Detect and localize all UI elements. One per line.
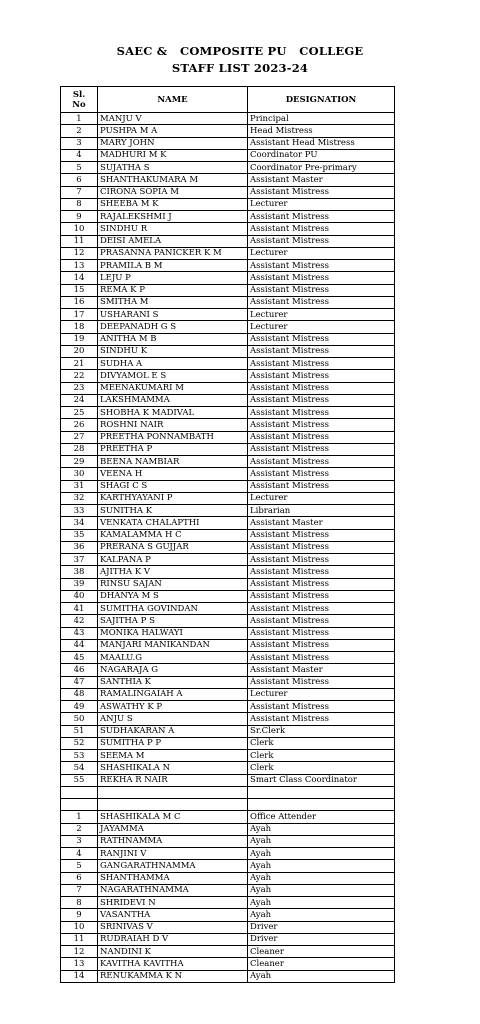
cell-sl-no: 9 [61, 211, 98, 223]
cell-sl-no: 4 [61, 848, 98, 860]
table-header-row [61, 87, 395, 113]
table-row [61, 664, 395, 676]
cell-designation: Smart Class Coordinator [248, 774, 395, 786]
cell-sl-no: 44 [61, 639, 98, 651]
cell-sl-no: 12 [61, 247, 98, 259]
cell-sl-no: 42 [61, 615, 98, 627]
table-row [61, 750, 395, 762]
cell-designation: Assistant Mistress [248, 529, 395, 541]
cell-designation: Driver [248, 921, 395, 933]
table-row [61, 578, 395, 590]
table-row [61, 407, 395, 419]
cell-sl-no: 30 [61, 468, 98, 480]
cell-designation: Lecturer [248, 309, 395, 321]
cell-designation: Coordinator Pre-primary [248, 162, 395, 174]
blank-row [61, 799, 395, 811]
table-row [61, 811, 395, 823]
table-row [61, 505, 395, 517]
cell-sl-no: 15 [61, 284, 98, 296]
cell-sl-no: 52 [61, 737, 98, 749]
cell-name: REKHA R NAIR [98, 774, 248, 786]
cell-name: PUSHPA M A [98, 125, 248, 137]
cell-sl-no: 39 [61, 578, 98, 590]
cell-designation: Assistant Mistress [248, 284, 395, 296]
cell-designation: Driver [248, 933, 395, 945]
table-row [61, 725, 395, 737]
table-row [61, 284, 395, 296]
cell-name: SINDHU K [98, 345, 248, 357]
cell-designation: Clerk [248, 750, 395, 762]
cell-sl-no: 45 [61, 652, 98, 664]
table-row [61, 529, 395, 541]
table-row [61, 296, 395, 308]
cell-name: SHEEBA M K [98, 198, 248, 210]
cell-sl-no: 37 [61, 554, 98, 566]
table-row [61, 946, 395, 958]
blank-cell [61, 799, 98, 811]
table-row [61, 933, 395, 945]
cell-name: DEISI AMELA [98, 235, 248, 247]
cell-name: SUDHAKARAN A [98, 725, 248, 737]
cell-sl-no: 20 [61, 345, 98, 357]
cell-name: SUNITHA K [98, 505, 248, 517]
cell-name: MADHURI M K [98, 149, 248, 161]
cell-designation: Assistant Mistress [248, 713, 395, 725]
cell-name: MEENAKUMARI M [98, 382, 248, 394]
table-row [61, 774, 395, 786]
cell-sl-no: 11 [61, 933, 98, 945]
cell-designation: Assistant Mistress [248, 382, 395, 394]
cell-designation: Assistant Mistress [248, 566, 395, 578]
cell-name: LAKSHMAMMA [98, 394, 248, 406]
cell-designation: Assistant Mistress [248, 480, 395, 492]
cell-designation: Assistant Mistress [248, 211, 395, 223]
table-row [61, 517, 395, 529]
table-row [61, 884, 395, 896]
cell-name: MAALU.G [98, 652, 248, 664]
cell-designation: Assistant Mistress [248, 223, 395, 235]
cell-designation: Assistant Mistress [248, 615, 395, 627]
cell-name: ANJU S [98, 713, 248, 725]
cell-sl-no: 3 [61, 137, 98, 149]
cell-designation: Assistant Mistress [248, 456, 395, 468]
cell-sl-no: 8 [61, 198, 98, 210]
cell-designation: Assistant Mistress [248, 578, 395, 590]
table-row [61, 333, 395, 345]
table-row [61, 492, 395, 504]
cell-designation: Assistant Mistress [248, 333, 395, 345]
table-row [61, 162, 395, 174]
table-row [61, 701, 395, 713]
cell-name: RAJALEKSHMI J [98, 211, 248, 223]
table-row [61, 554, 395, 566]
cell-name: SRINIVAS V [98, 921, 248, 933]
cell-name: SUDHA A [98, 358, 248, 370]
cell-sl-no: 31 [61, 480, 98, 492]
cell-name: SHAGI C S [98, 480, 248, 492]
cell-sl-no: 8 [61, 897, 98, 909]
cell-name: NANDINI K [98, 946, 248, 958]
cell-name: DIVYAMOL E S [98, 370, 248, 382]
table-row [61, 970, 395, 982]
cell-name: SAJITHA P S [98, 615, 248, 627]
table-row [61, 431, 395, 443]
cell-sl-no: 46 [61, 664, 98, 676]
cell-designation: Assistant Mistress [248, 358, 395, 370]
column-header-sl-no [61, 87, 98, 113]
cell-name: DHANYA M S [98, 590, 248, 602]
table-row [61, 382, 395, 394]
cell-designation: Head Mistress [248, 125, 395, 137]
cell-sl-no: 55 [61, 774, 98, 786]
table-row [61, 835, 395, 847]
cell-designation: Assistant Mistress [248, 272, 395, 284]
cell-name: PREETHA P [98, 443, 248, 455]
cell-name: SHOBHA K MADIVAL [98, 407, 248, 419]
table-row [61, 737, 395, 749]
cell-name: RINSU SAJAN [98, 578, 248, 590]
table-row [61, 137, 395, 149]
cell-sl-no: 27 [61, 431, 98, 443]
table-row [61, 260, 395, 272]
cell-name: RATHNAMMA [98, 835, 248, 847]
cell-designation: Assistant Mistress [248, 394, 395, 406]
table-row [61, 468, 395, 480]
cell-designation: Clerk [248, 762, 395, 774]
cell-sl-no: 2 [61, 823, 98, 835]
table-row [61, 652, 395, 664]
table-row [61, 848, 395, 860]
cell-designation: Lecturer [248, 198, 395, 210]
cell-name: JAYAMMA [98, 823, 248, 835]
table-row [61, 958, 395, 970]
table-row [61, 272, 395, 284]
cell-name: SINDHU R [98, 223, 248, 235]
cell-name: SHRIDEVI N [98, 897, 248, 909]
table-row [61, 345, 395, 357]
blank-cell [98, 799, 248, 811]
staff-table [60, 86, 395, 983]
cell-designation: Assistant Mistress [248, 541, 395, 553]
table-row [61, 443, 395, 455]
cell-name: RAMALINGAIAH A [98, 688, 248, 700]
column-header-name: NAME [98, 87, 248, 113]
table-row [61, 149, 395, 161]
cell-name: SANTHIA K [98, 676, 248, 688]
cell-name: ROSHNI NAIR [98, 419, 248, 431]
table-row [61, 186, 395, 198]
cell-designation: Assistant Mistress [248, 431, 395, 443]
table-row [61, 603, 395, 615]
cell-sl-no: 51 [61, 725, 98, 737]
cell-name: VENKATA CHALAPTHI [98, 517, 248, 529]
cell-name: SUMITHA GOVINDAN [98, 603, 248, 615]
cell-name: DEEPANADH G S [98, 321, 248, 333]
cell-sl-no: 32 [61, 492, 98, 504]
cell-sl-no: 13 [61, 958, 98, 970]
cell-sl-no: 28 [61, 443, 98, 455]
cell-sl-no: 10 [61, 921, 98, 933]
cell-designation: Ayah [248, 848, 395, 860]
cell-sl-no: 14 [61, 272, 98, 284]
cell-sl-no: 6 [61, 174, 98, 186]
table-row [61, 247, 395, 259]
table-row [61, 615, 395, 627]
cell-sl-no: 29 [61, 456, 98, 468]
cell-sl-no: 19 [61, 333, 98, 345]
cell-designation: Ayah [248, 860, 395, 872]
cell-sl-no: 23 [61, 382, 98, 394]
cell-sl-no: 24 [61, 394, 98, 406]
cell-sl-no: 12 [61, 946, 98, 958]
table-row [61, 909, 395, 921]
cell-name: RENUKAMMA K N [98, 970, 248, 982]
cell-designation: Assistant Mistress [248, 603, 395, 615]
table-row [61, 480, 395, 492]
cell-designation: Assistant Mistress [248, 186, 395, 198]
cell-designation: Assistant Mistress [248, 676, 395, 688]
table-row [61, 198, 395, 210]
cell-designation: Principal [248, 113, 395, 125]
cell-name: SHASHIKALA N [98, 762, 248, 774]
cell-designation: Assistant Mistress [248, 627, 395, 639]
cell-name: ASWATHY K P [98, 701, 248, 713]
table-row [61, 394, 395, 406]
cell-designation: Lecturer [248, 321, 395, 333]
table-row [61, 860, 395, 872]
cell-sl-no: 26 [61, 419, 98, 431]
table-row [61, 309, 395, 321]
cell-sl-no: 7 [61, 186, 98, 198]
cell-name: PREETHA PONNAMBATH [98, 431, 248, 443]
table-row [61, 370, 395, 382]
cell-name: SHANTHAKUMARA M [98, 174, 248, 186]
cell-name: REMA K P [98, 284, 248, 296]
cell-designation: Assistant Mistress [248, 554, 395, 566]
cell-sl-no: 4 [61, 149, 98, 161]
cell-sl-no: 6 [61, 872, 98, 884]
cell-name: LEJU P [98, 272, 248, 284]
cell-designation: Coordinator PU [248, 149, 395, 161]
table-row [61, 456, 395, 468]
cell-name: USHARANI S [98, 309, 248, 321]
table-row [61, 872, 395, 884]
cell-sl-no: 35 [61, 529, 98, 541]
table-row [61, 358, 395, 370]
cell-sl-no: 25 [61, 407, 98, 419]
cell-designation: Assistant Mistress [248, 407, 395, 419]
document-title: SAEC & COMPOSITE PU COLLEGE [116, 44, 364, 58]
cell-name: KARTHYAYANI P [98, 492, 248, 504]
column-header-designation: DESIGNATION [248, 87, 395, 113]
table-row [61, 639, 395, 651]
cell-name: ANITHA M B [98, 333, 248, 345]
cell-sl-no: 22 [61, 370, 98, 382]
cell-name: PRAMILA B M [98, 260, 248, 272]
cell-sl-no: 50 [61, 713, 98, 725]
cell-name: NAGARAJA G [98, 664, 248, 676]
cell-sl-no: 47 [61, 676, 98, 688]
cell-name: PRASANNA PANICKER K M [98, 247, 248, 259]
table-row [61, 590, 395, 602]
cell-sl-no: 9 [61, 909, 98, 921]
cell-name: PRERANA S GUJJAR [98, 541, 248, 553]
cell-designation: Office Attender [248, 811, 395, 823]
cell-designation: Ayah [248, 897, 395, 909]
cell-name: AJITHA K V [98, 566, 248, 578]
cell-sl-no: 5 [61, 860, 98, 872]
cell-sl-no: 36 [61, 541, 98, 553]
table-row [61, 419, 395, 431]
cell-sl-no: 49 [61, 701, 98, 713]
cell-designation: Assistant Mistress [248, 468, 395, 480]
table-row [61, 566, 395, 578]
table-row [61, 223, 395, 235]
cell-designation: Assistant Master [248, 174, 395, 186]
table-row [61, 211, 395, 223]
blank-cell [98, 786, 248, 798]
table-row [61, 897, 395, 909]
cell-designation: Ayah [248, 970, 395, 982]
cell-sl-no: 18 [61, 321, 98, 333]
cell-sl-no: 13 [61, 260, 98, 272]
cell-name: BEENA NAMBIAR [98, 456, 248, 468]
staff-table-body [61, 113, 395, 983]
cell-designation: Ayah [248, 835, 395, 847]
cell-sl-no: 10 [61, 223, 98, 235]
table-row [61, 113, 395, 125]
cell-sl-no: 40 [61, 590, 98, 602]
cell-name: MANJARI MANIKANDAN [98, 639, 248, 651]
table-row [61, 762, 395, 774]
cell-sl-no: 1 [61, 113, 98, 125]
table-row [61, 125, 395, 137]
cell-name: RANJINI V [98, 848, 248, 860]
cell-designation: Assistant Mistress [248, 590, 395, 602]
cell-designation: Ayah [248, 823, 395, 835]
table-row [61, 321, 395, 333]
cell-designation: Assistant Mistress [248, 345, 395, 357]
cell-name: SUMITHA P P [98, 737, 248, 749]
cell-sl-no: 11 [61, 235, 98, 247]
cell-sl-no: 16 [61, 296, 98, 308]
cell-designation: Assistant Mistress [248, 639, 395, 651]
cell-name: MONIKA HALWAYI [98, 627, 248, 639]
cell-sl-no: 41 [61, 603, 98, 615]
cell-sl-no: 21 [61, 358, 98, 370]
cell-name: NAGARATHNAMMA [98, 884, 248, 896]
cell-designation: Lecturer [248, 688, 395, 700]
cell-designation: Assistant Mistress [248, 419, 395, 431]
cell-sl-no: 17 [61, 309, 98, 321]
table-row [61, 921, 395, 933]
cell-designation: Cleaner [248, 958, 395, 970]
cell-name: SHASHIKALA M C [98, 811, 248, 823]
cell-sl-no: 48 [61, 688, 98, 700]
cell-name: KAVITHA KAVITHA [98, 958, 248, 970]
cell-designation: Ayah [248, 884, 395, 896]
cell-sl-no: 33 [61, 505, 98, 517]
blank-cell [248, 799, 395, 811]
cell-sl-no: 2 [61, 125, 98, 137]
blank-row [61, 786, 395, 798]
cell-name: VEENA H [98, 468, 248, 480]
cell-sl-no: 43 [61, 627, 98, 639]
cell-sl-no: 14 [61, 970, 98, 982]
cell-designation: Assistant Master [248, 517, 395, 529]
table-row [61, 235, 395, 247]
cell-sl-no: 5 [61, 162, 98, 174]
cell-designation: Assistant Mistress [248, 260, 395, 272]
table-row [61, 688, 395, 700]
cell-name: CIRONA SOPIA M [98, 186, 248, 198]
cell-designation: Assistant Mistress [248, 296, 395, 308]
column-header-sl-no-label: Sl. No [72, 89, 86, 110]
cell-name: VASANTHA [98, 909, 248, 921]
blank-cell [248, 786, 395, 798]
cell-sl-no: 53 [61, 750, 98, 762]
table-row [61, 174, 395, 186]
cell-sl-no: 34 [61, 517, 98, 529]
cell-name: SHANTHAMMA [98, 872, 248, 884]
cell-name: KALPANA P [98, 554, 248, 566]
cell-name: RUDRAIAH D V [98, 933, 248, 945]
cell-designation: Lecturer [248, 492, 395, 504]
cell-name: GANGARATHNAMMA [98, 860, 248, 872]
table-row [61, 541, 395, 553]
cell-sl-no: 3 [61, 835, 98, 847]
cell-sl-no: 38 [61, 566, 98, 578]
table-row [61, 823, 395, 835]
cell-designation: Assistant Mistress [248, 370, 395, 382]
cell-name: SEEMA M [98, 750, 248, 762]
cell-designation: Clerk [248, 737, 395, 749]
cell-name: MANJU V [98, 113, 248, 125]
cell-designation: Ayah [248, 909, 395, 921]
table-row [61, 627, 395, 639]
cell-designation: Librarian [248, 505, 395, 517]
cell-sl-no: 1 [61, 811, 98, 823]
document-subtitle: STAFF LIST 2023-24 [171, 61, 309, 75]
table-row [61, 713, 395, 725]
cell-sl-no: 54 [61, 762, 98, 774]
cell-designation: Cleaner [248, 946, 395, 958]
cell-name: SMITHA M [98, 296, 248, 308]
cell-name: MARY JOHN [98, 137, 248, 149]
cell-designation: Assistant Mistress [248, 701, 395, 713]
cell-designation: Assistant Head Mistress [248, 137, 395, 149]
cell-designation: Lecturer [248, 247, 395, 259]
table-row [61, 676, 395, 688]
cell-designation: Assistant Mistress [248, 235, 395, 247]
cell-name: SUJATHA S [98, 162, 248, 174]
cell-designation: Ayah [248, 872, 395, 884]
cell-designation: Assistant Mistress [248, 443, 395, 455]
cell-designation: Assistant Master [248, 664, 395, 676]
cell-name: KAMALAMMA H C [98, 529, 248, 541]
cell-designation: Sr.Clerk [248, 725, 395, 737]
cell-sl-no: 7 [61, 884, 98, 896]
blank-cell [61, 786, 98, 798]
cell-designation: Assistant Mistress [248, 652, 395, 664]
